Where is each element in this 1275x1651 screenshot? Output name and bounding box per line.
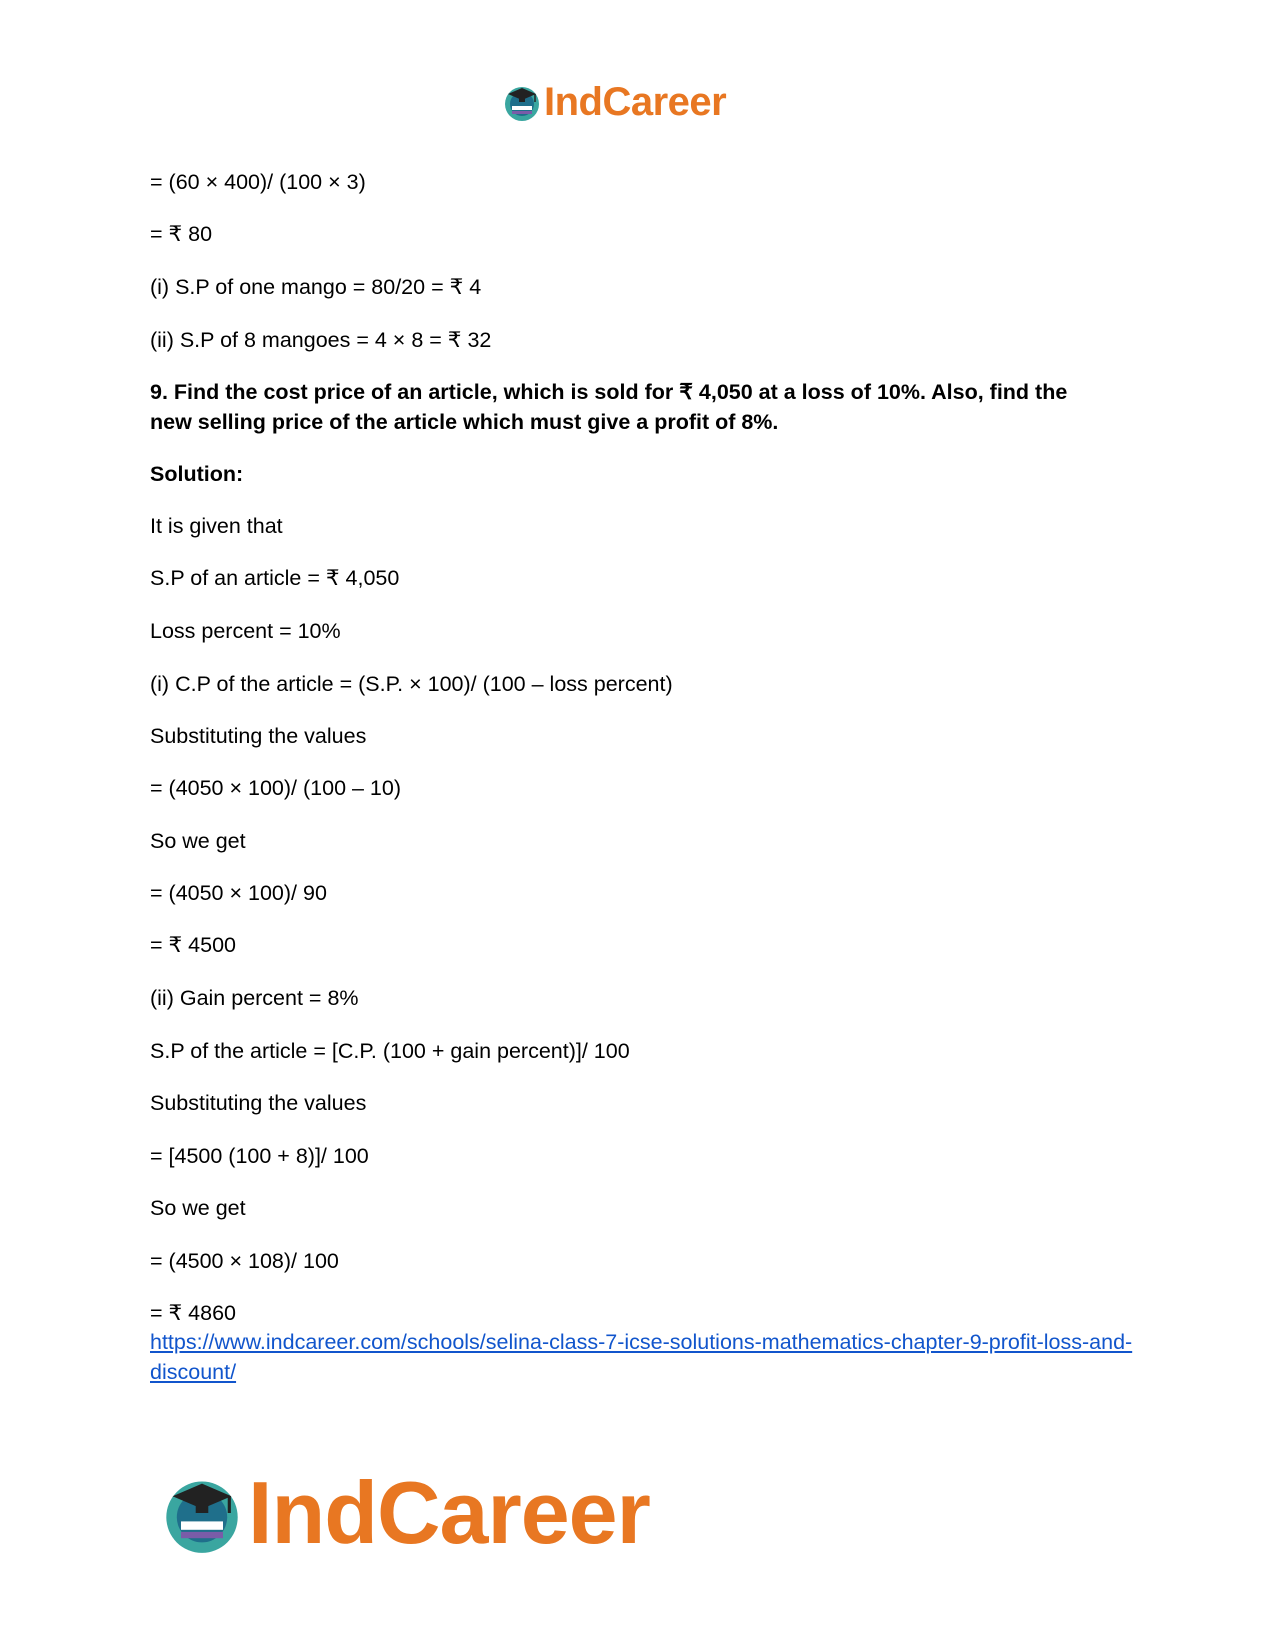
- question-heading: 9. Find the cost price of an article, which is sold for ₹ 4,050 at a loss of 10%. Also, find the new selling price of the article which must give a profit of 8%.: [150, 380, 1068, 434]
- header-logo: [502, 80, 726, 124]
- text-line: = (4500 × 108)/ 100: [150, 1249, 339, 1273]
- graduation-cap-book-icon: [160, 1471, 244, 1555]
- text-line: (i) C.P of the article = (S.P. × 100)/ (100 – loss percent): [150, 672, 673, 696]
- text-line: S.P of the article = [C.P. (100 + gain percent)]/ 100: [150, 1039, 630, 1063]
- text-line: Substituting the values: [150, 724, 367, 748]
- logo-wordmark: IndCareer: [544, 79, 727, 124]
- source-link[interactable]: https://www.indcareer.com/schools/selina-class-7-icse-solutions-mathematics-chapter-9-profit-loss-and-discount/: [150, 1330, 1133, 1384]
- logo-wordmark: IndCareer: [248, 1463, 650, 1562]
- text-line: Substituting the values: [150, 1091, 367, 1115]
- text-line: = ₹ 4500: [150, 933, 237, 957]
- text-line: So we get: [150, 1196, 246, 1220]
- text-line: S.P of an article = ₹ 4,050: [150, 566, 400, 590]
- footer-logo: [160, 1463, 650, 1562]
- text-line: (ii) S.P of 8 mangoes = 4 × 8 = ₹ 32: [150, 328, 492, 352]
- text-line: So we get: [150, 829, 246, 853]
- solution-heading: Solution:: [150, 462, 244, 486]
- text-line: (i) S.P of one mango = 80/20 = ₹ 4: [150, 275, 482, 299]
- text-line: = ₹ 80: [150, 222, 213, 246]
- text-line: = (4050 × 100)/ (100 – 10): [150, 776, 402, 800]
- text-line: = [4500 (100 + 8)]/ 100: [150, 1144, 369, 1168]
- text-line: (ii) Gain percent = 8%: [150, 986, 359, 1010]
- text-line: It is given that: [150, 514, 283, 538]
- graduation-cap-book-icon: [502, 82, 542, 122]
- text-line: = (4050 × 100)/ 90: [150, 881, 327, 905]
- text-line: = ₹ 4860: [150, 1301, 237, 1325]
- text-line: Loss percent = 10%: [150, 619, 341, 643]
- text-line: = (60 × 400)/ (100 × 3): [150, 170, 366, 194]
